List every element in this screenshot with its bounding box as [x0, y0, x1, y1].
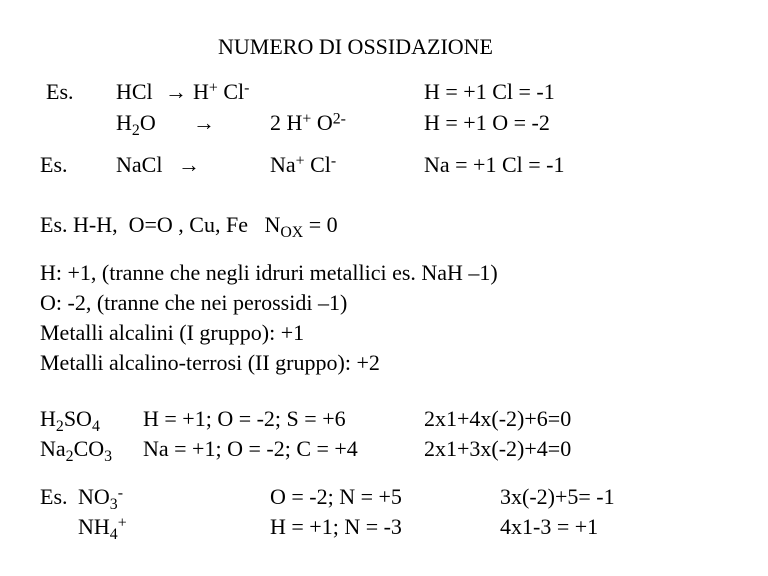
example-label: Es. [46, 79, 74, 104]
oxidation-states-h2o: H = +1 O = -2 [424, 110, 550, 135]
equation-h2o-rhs: 2 H+ $O^{2-}$ [270, 110, 346, 135]
oxidation-states-nacl: Na = +1 Cl = -1 [424, 152, 565, 177]
oxidation-states-na2co3: Na = +1; O = -2; C = +4 [143, 436, 358, 461]
rule-alkali-metals: Metalli alcalini (I gruppo): +1 [40, 320, 305, 345]
example-label: Es. [40, 152, 68, 177]
formula-h2so4: $H_2SO_4$ [40, 406, 100, 436]
calculation-h2so4: 2x1+4x(-2)+6=0 [424, 406, 572, 431]
equation-h2o-lhs: $H_2O$ [116, 110, 156, 140]
equation-hcl-rhs: H+ Cl- [193, 79, 250, 104]
rule-alkaline-earth-metals: Metalli alcalino-terrosi (II gruppo): +2 [40, 350, 380, 375]
oxidation-states-h2so4: H = +1; O = -2; S = +6 [143, 406, 346, 431]
reaction-arrow-icon: → [178, 152, 200, 177]
rule-hydrogen: H: +1, (tranne che negli idruri metallici es. NaH –1) [40, 260, 498, 285]
page-title: NUMERO DI OSSIDAZIONE [218, 34, 493, 59]
rule-oxygen: O: -2, (tranne che nei perossidi –1) [40, 290, 348, 315]
equation-nacl-lhs: NaCl [116, 152, 163, 177]
oxidation-states-hcl: H = +1 Cl = -1 [424, 79, 555, 104]
reaction-arrow-icon: → [193, 110, 215, 135]
formula-nh4: $NH_4^+$ [78, 514, 127, 544]
oxidation-states-no3: O = -2; N = +5 [270, 484, 402, 509]
calculation-nh4: 4x1-3 = +1 [500, 514, 599, 539]
elements-example: Es. H-H, O=O , Cu, Fe $N_{OX} = 0$ [40, 212, 338, 242]
example-label: Es. [40, 484, 68, 509]
equation-hcl-lhs: HCl [116, 79, 153, 104]
calculation-no3: 3x(-2)+5= -1 [500, 484, 615, 509]
formula-no3: $NO_3^-$ [78, 484, 123, 514]
calculation-na2co3: 2x1+3x(-2)+4=0 [424, 436, 572, 461]
oxidation-states-nh4: H = +1; N = -3 [270, 514, 402, 539]
formula-na2co3: $Na_2CO_3$ [40, 436, 113, 466]
equation-nacl-rhs: Na+ Cl- [270, 152, 337, 177]
reaction-arrow-icon: → [165, 79, 187, 104]
